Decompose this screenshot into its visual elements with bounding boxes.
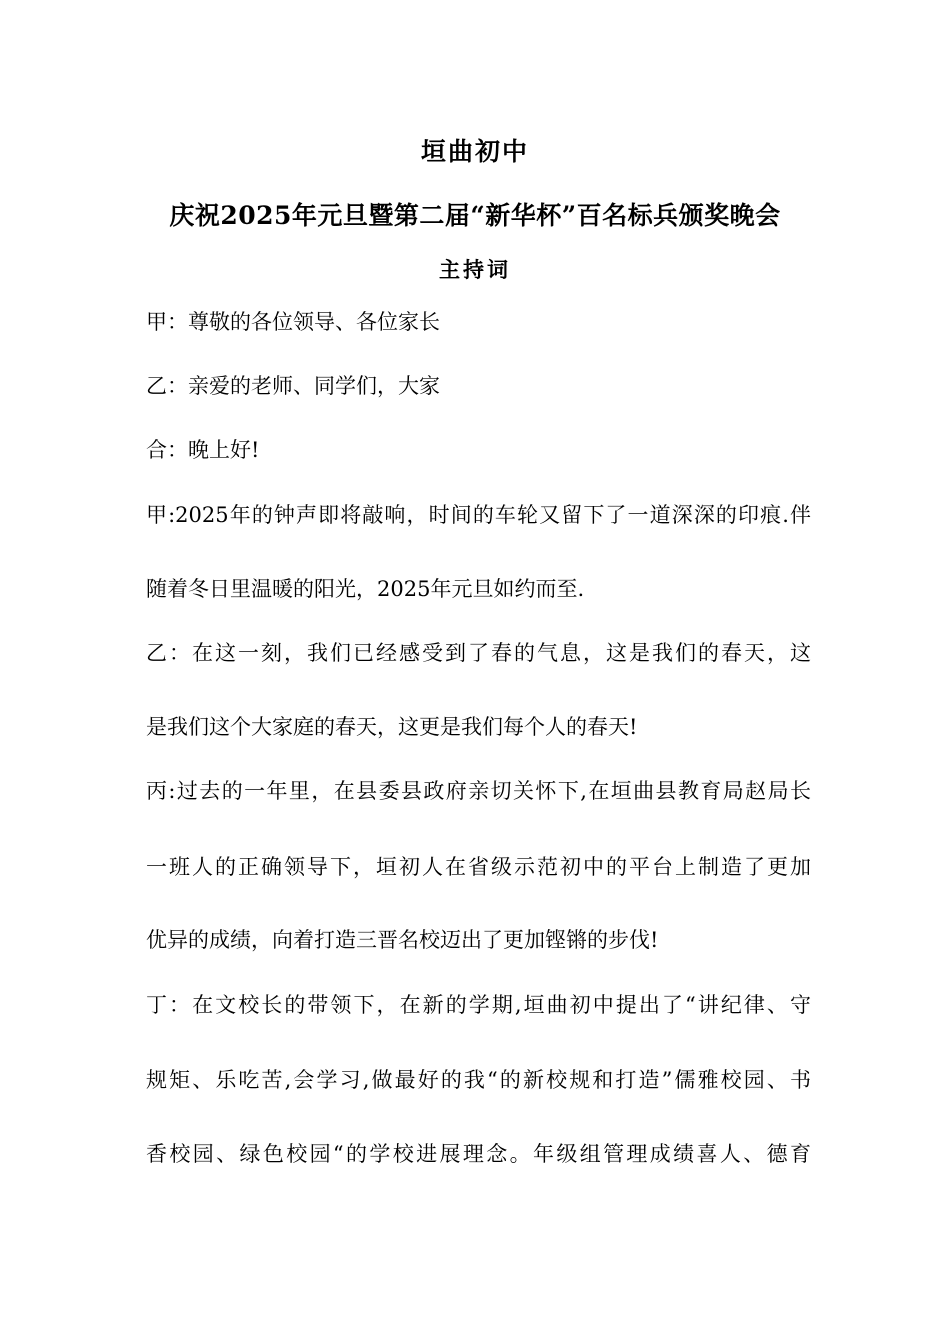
speech-line: 甲：尊敬的各位领导、各位家长	[146, 310, 440, 334]
speech-line: 是我们这个大家庭的春天，这更是我们每个人的春天!	[146, 715, 638, 739]
event-title: 庆祝2025年元旦暨第二届“新华杯”百名标兵颁奖晚会	[169, 201, 781, 230]
speech-line: 丁：在文校长的带领下，在新的学期,垣曲初中提出了“讲纪律、守	[146, 993, 811, 1017]
speech-line: 一班人的正确领导下，垣初人在省级示范初中的平台上制造了更加	[146, 855, 811, 879]
speech-line: 优异的成绩，向着打造三晋名校迈出了更加铿锵的步伐!	[146, 928, 659, 952]
speech-line: 随着冬日里温暖的阳光，2025年元旦如约而至.	[146, 577, 585, 601]
speech-line: 乙：亲爱的老师、同学们，大家	[146, 374, 440, 398]
document-subtitle: 主持词	[439, 257, 511, 282]
speech-line: 合：晚上好!	[146, 438, 260, 462]
speech-line: 香校园、绿色校园“的学校进展理念。年级组管理成绩喜人、德育	[146, 1142, 811, 1166]
speech-line: 规矩、乐吃苦,会学习,做最好的我“的新校规和打造”儒雅校园、书	[146, 1068, 811, 1092]
school-title: 垣曲初中	[420, 137, 529, 166]
speech-line: 乙：在这一刻，我们已经感受到了春的气息，这是我们的春天，这	[146, 641, 811, 665]
speech-line: 甲:2025年的钟声即将敲响，时间的车轮又留下了一道深深的印痕.伴	[146, 503, 811, 527]
speech-line: 丙:过去的一年里，在县委县政府亲切关怀下,在垣曲县教育局赵局长	[146, 779, 811, 803]
